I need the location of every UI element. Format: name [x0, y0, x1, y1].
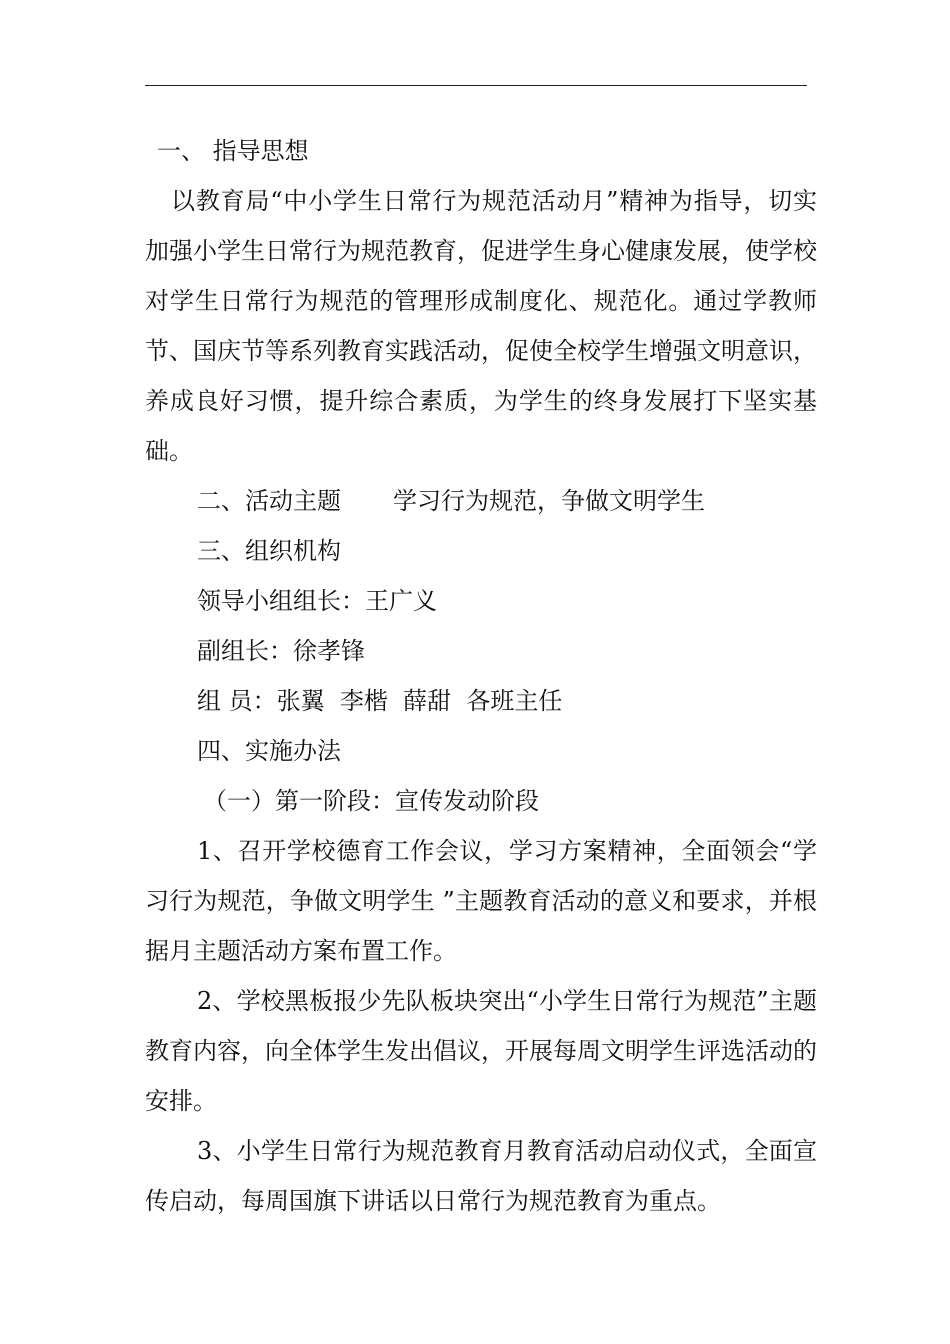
- implementation-item-2: 2、学校黑板报少先队板块突出“小学生日常行为规范”主题教育内容，向全体学生发出倡议，开展每周文明学生评选活动的安排。: [145, 987, 817, 1115]
- header-rule: [145, 85, 807, 86]
- document-body: [145, 126, 817, 1226]
- guiding-thought-paragraph: 以教育局“中小学生日常行为规范活动月”精神为指导，切实加强小学生日常行为规范教育，促进学生身心健康发展，使学校对学生日常行为规范的管理形成制度化、规范化。通过学教师节、国庆节等系列教育实践活动，促使全校学生增强文明意识，养成良好习惯，提升综合素质，为学生的终身发展打下坚实基础。: [145, 187, 817, 465]
- deputy-line: 副组长：徐孝锋: [197, 637, 365, 665]
- members-line: 组 员：张翼 李楷 薛甜 各班主任: [197, 687, 563, 715]
- implementation-item-3: 3、小学生日常行为规范教育月教育活动启动仪式，全面宣传启动，每周国旗下讲话以日常行为规范教育为重点。: [145, 1137, 817, 1215]
- section-heading-activity-theme: 二、活动主题: [197, 487, 341, 515]
- section-heading-guiding-thought: 一、 指导思想: [157, 137, 309, 165]
- activity-theme-text: 学习行为规范，争做文明学生: [393, 487, 705, 515]
- section-heading-organization: 三、组织机构: [197, 537, 341, 565]
- activity-theme-line: [145, 476, 817, 526]
- implementation-item-1: 1、召开学校德育工作会议，学习方案精神，全面领会“学习行为规范，争做文明学生 ”主题教育活动的意义和要求，并根据月主题活动方案布置工作。: [145, 837, 817, 965]
- section-heading-implementation: 四、实施办法: [197, 737, 341, 765]
- leader-line: 领导小组组长：王广义: [197, 587, 437, 615]
- phase-one-heading: （一）第一阶段：宣传发动阶段: [203, 787, 539, 815]
